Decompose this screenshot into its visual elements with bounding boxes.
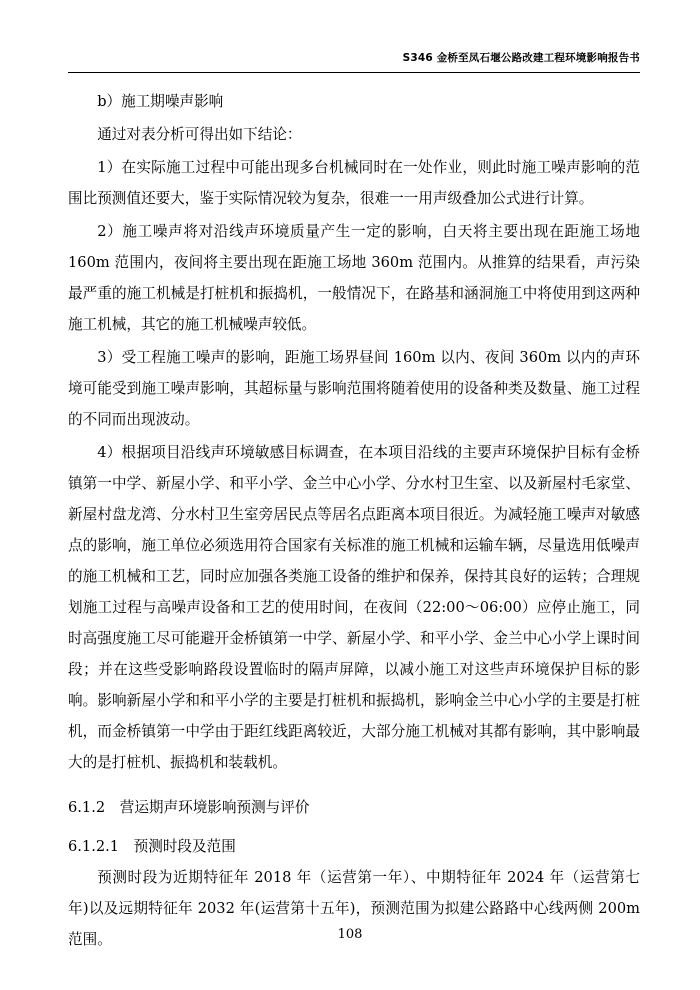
paragraph-b-construction-noise: b）施工期噪声影响 [97, 93, 224, 110]
document-body [68, 86, 640, 957]
paragraph-conclusion-intro: 通过对表分析可得出如下结论： [97, 126, 302, 143]
paragraph-conclusion-2: 2）施工噪声将对沿线声环境质量产生一定的影响，白天将主要出现在距施工场地160m 范围内，夜间将主要出现在距施工场地 360m 范围内。从推算的结果看，声污染最严重的施工机械是打桩机和振捣机，一般情况下，在路基和涵洞施工中将使用到这两种施工机械，其它的施工机械噪声较低。 [68, 223, 640, 333]
header-divider [68, 72, 640, 73]
paragraph-conclusion-3: 3）受工程施工噪声的影响，距施工场界昼间 160m 以内、夜间 360m 以内的声环境可能受到施工噪声影响，其超标量与影响范围将随着使用的设备种类及数量、施工过程的不同而出现波动。 [68, 349, 640, 428]
section-heading-6-1-2: 6.1.2 营运期声环境影响预测与评价 [68, 799, 310, 816]
page-number: 108 [337, 927, 363, 942]
paragraph-conclusion-4: 4）根据项目沿线声环境敏感目标调查，在本项目沿线的主要声环境保护目标有金桥镇第一中学、新屋小学、和平小学、金兰中心小学、分水村卫生室、以及新屋村毛家堂、新屋村盘龙湾、分水村卫生室旁居民点等居名点距离本项目很近。为减轻施工噪声对敏感点的影响，施工单位必须选用符合国家有关标准的施工机械和运输车辆，尽量选用低噪声的施工机械和工艺，同时应加强各类施工设备的维护和保养，保持其良好的运转；合理规划施工过程与高噪声设备和工艺的使用时间，在夜间（22:00～06:00）应停止施工，同时高强度施工尽可能避开金桥镇第一中学、新屋小学、和平小学、金兰中心小学上课时间段；并在这些受影响路段设置临时的隔声屏障，以减小施工对这些声环境保护目标的影响。影响新屋小学和和平小学的主要是打桩机和振捣机，影响金兰中心小学的主要是打桩机，而金桥镇第一中学由于距红线距离较近，大部分施工机械对其都有影响，其中影响最大的是打桩机、振捣机和装载机。 [68, 444, 640, 771]
paragraph-prediction-period: 预测时段为近期特征年 2018 年（运营第一年）、中期特征年 2024 年（运营第七年)以及远期特征年 2032 年(运营第十五年)，预测范围为拟建公路路中心线两侧 200m 范围。 [68, 869, 640, 948]
page-header: S346 金桥至凤石堰公路改建工程环境影响报告书 [402, 52, 640, 64]
paragraph-conclusion-1: 1）在实际施工过程中可能出现多台机械同时在一处作业，则此时施工噪声影响的范围比预测值还要大，鉴于实际情况较为复杂，很难一一用声级叠加公式进行计算。 [68, 159, 640, 207]
section-heading-6-1-2-1: 6.1.2.1 预测时段及范围 [68, 838, 236, 855]
